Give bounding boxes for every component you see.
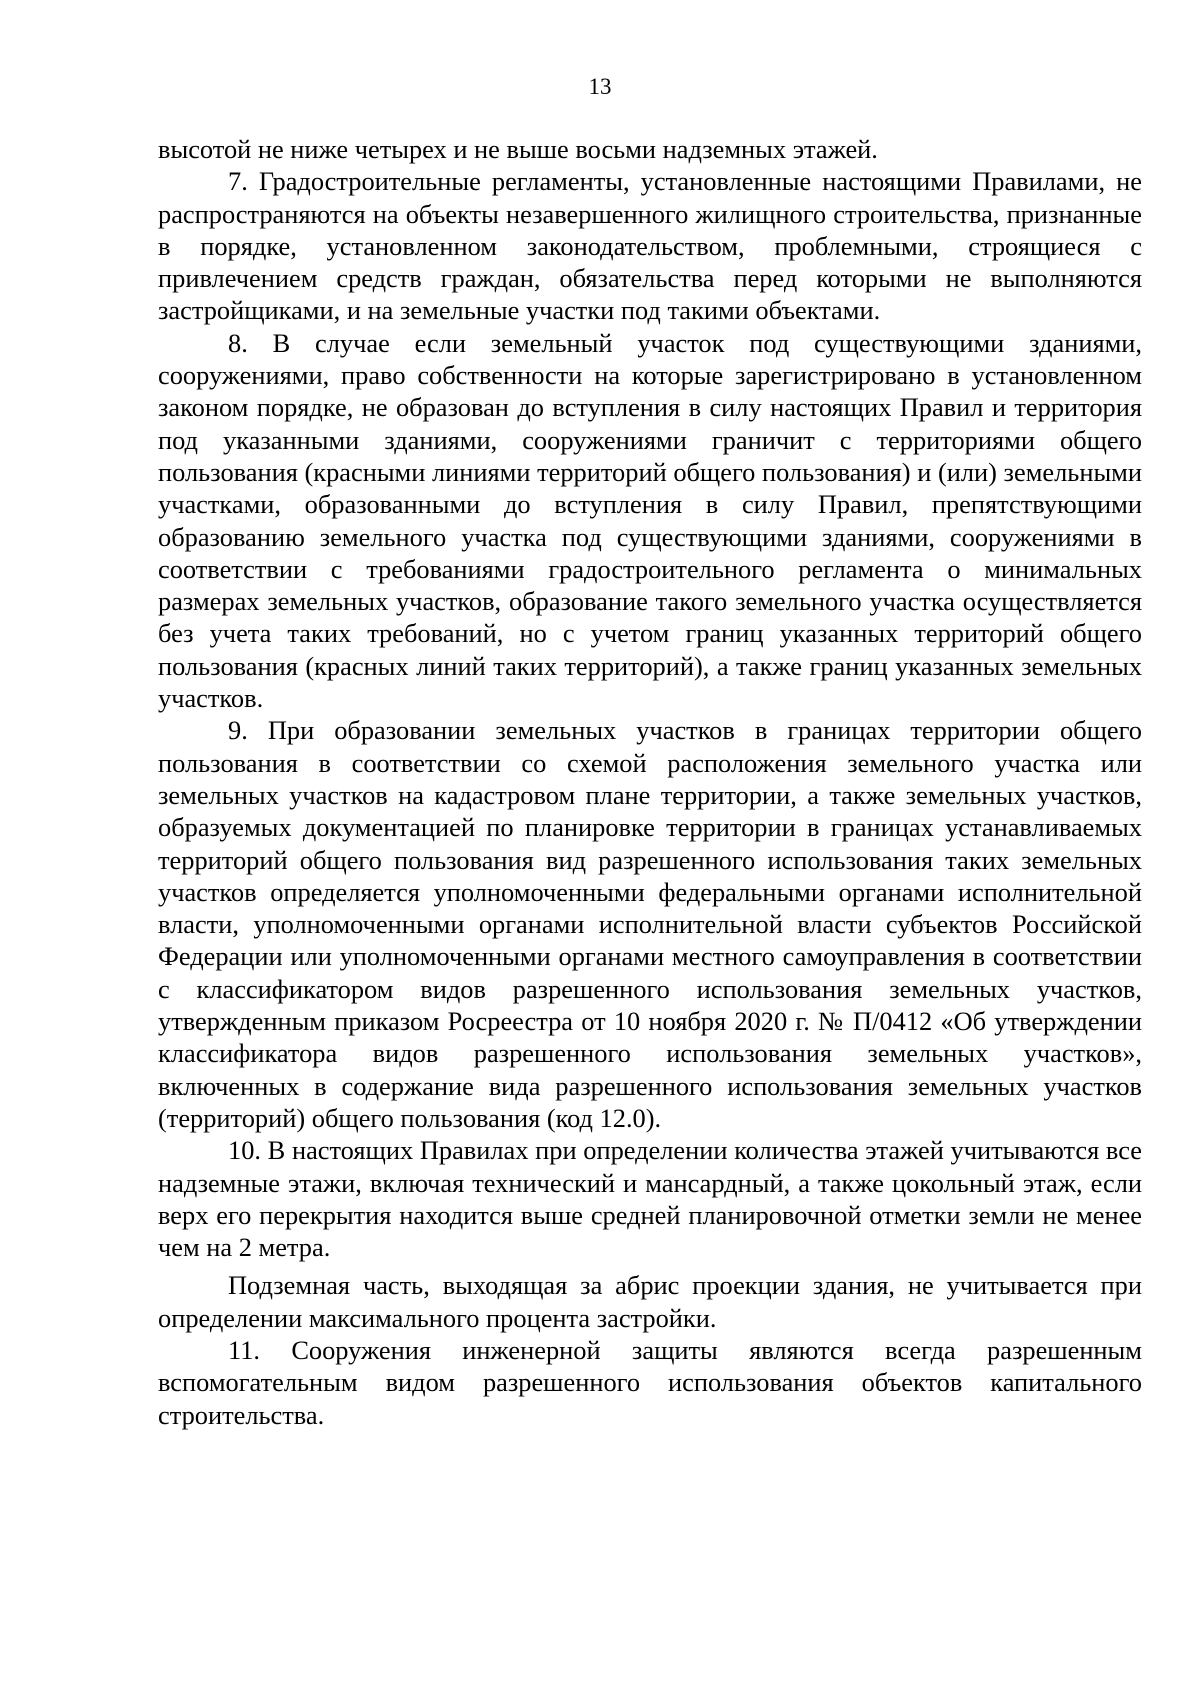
- document-body: [158, 133, 1142, 1431]
- paragraph-item-7: 7. Градостроительные регламенты, установленные настоящими Правилами, не распространяются на объекты незавершенного жилищного строительства, признанные в порядке, установленном законодательством, проблемными, строящиеся с привлечением средств граждан, обязательства перед которыми не выполняются застройщиками, и на земельные участки под такими объектами.: [158, 166, 1142, 326]
- paragraph-item-8: 8. В случае если земельный участок под существующими зданиями, сооружениями, право собственности на которые зарегистрировано в установленном законом порядке, не образован до вступления в силу настоящих Правил и территория под указанными зданиями, сооружениями граничит с территориями общего пользования (красными линиями территорий общего пользования) и (или) земельными участками, образованными до вступления в силу Правил, препятствующими образованию земельного участка под существующими зданиями, сооружениями в соответствии с требованиями градостроительного регламента о минимальных размерах земельных участков, образование такого земельного участка осуществляется без учета таких требований, но с учетом границ указанных территорий общего пользования (красных линий таких территорий), а также границ указанных земельных участков.: [158, 327, 1142, 714]
- paragraph-item-11: 11. Сооружения инженерной защиты являются всегда разрешенным вспомогательным видом разрешенного использования объектов капитального строительства.: [158, 1334, 1142, 1430]
- paragraph-item-9: 9. При образовании земельных участков в границах территории общего пользования в соответствии со схемой расположения земельного участка или земельных участков на кадастровом плане территории, а также земельных участков, образуемых документацией по планировке территории в границах устанавливаемых территорий общего пользования вид разрешенного использования таких земельных участков определяется уполномоченными федеральными органами исполнительной власти, уполномоченными органами исполнительной власти субъектов Российской Федерации или уполномоченными органами местного самоуправления в соответствии с классификатором видов разрешенного использования земельных участков, утвержденным приказом Росреестра от 10 ноября 2020 г. № П/0412 «Об утверждении классификатора видов разрешенного использования земельных участков», включенных в содержание вида разрешенного использования земельных участков (территорий) общего пользования (код 12.0).: [158, 715, 1142, 1133]
- paragraph-continuation: высотой не ниже четырех и не выше восьми надземных этажей.: [158, 134, 878, 164]
- paragraph-item-10: 10. В настоящих Правилах при определении количества этажей учитываются все надземные этажи, включая технический и мансардный, а также цокольный этаж, если верх его перекрытия находится выше средней планировочной отметки земли не менее чем на 2 метра.: [158, 1135, 1142, 1263]
- page-number: 13: [588, 74, 612, 99]
- paragraph-underground-part: Подземная часть, выходящая за абрис проекции здания, не учитывается при определении максимального процента застройки.: [158, 1270, 1142, 1333]
